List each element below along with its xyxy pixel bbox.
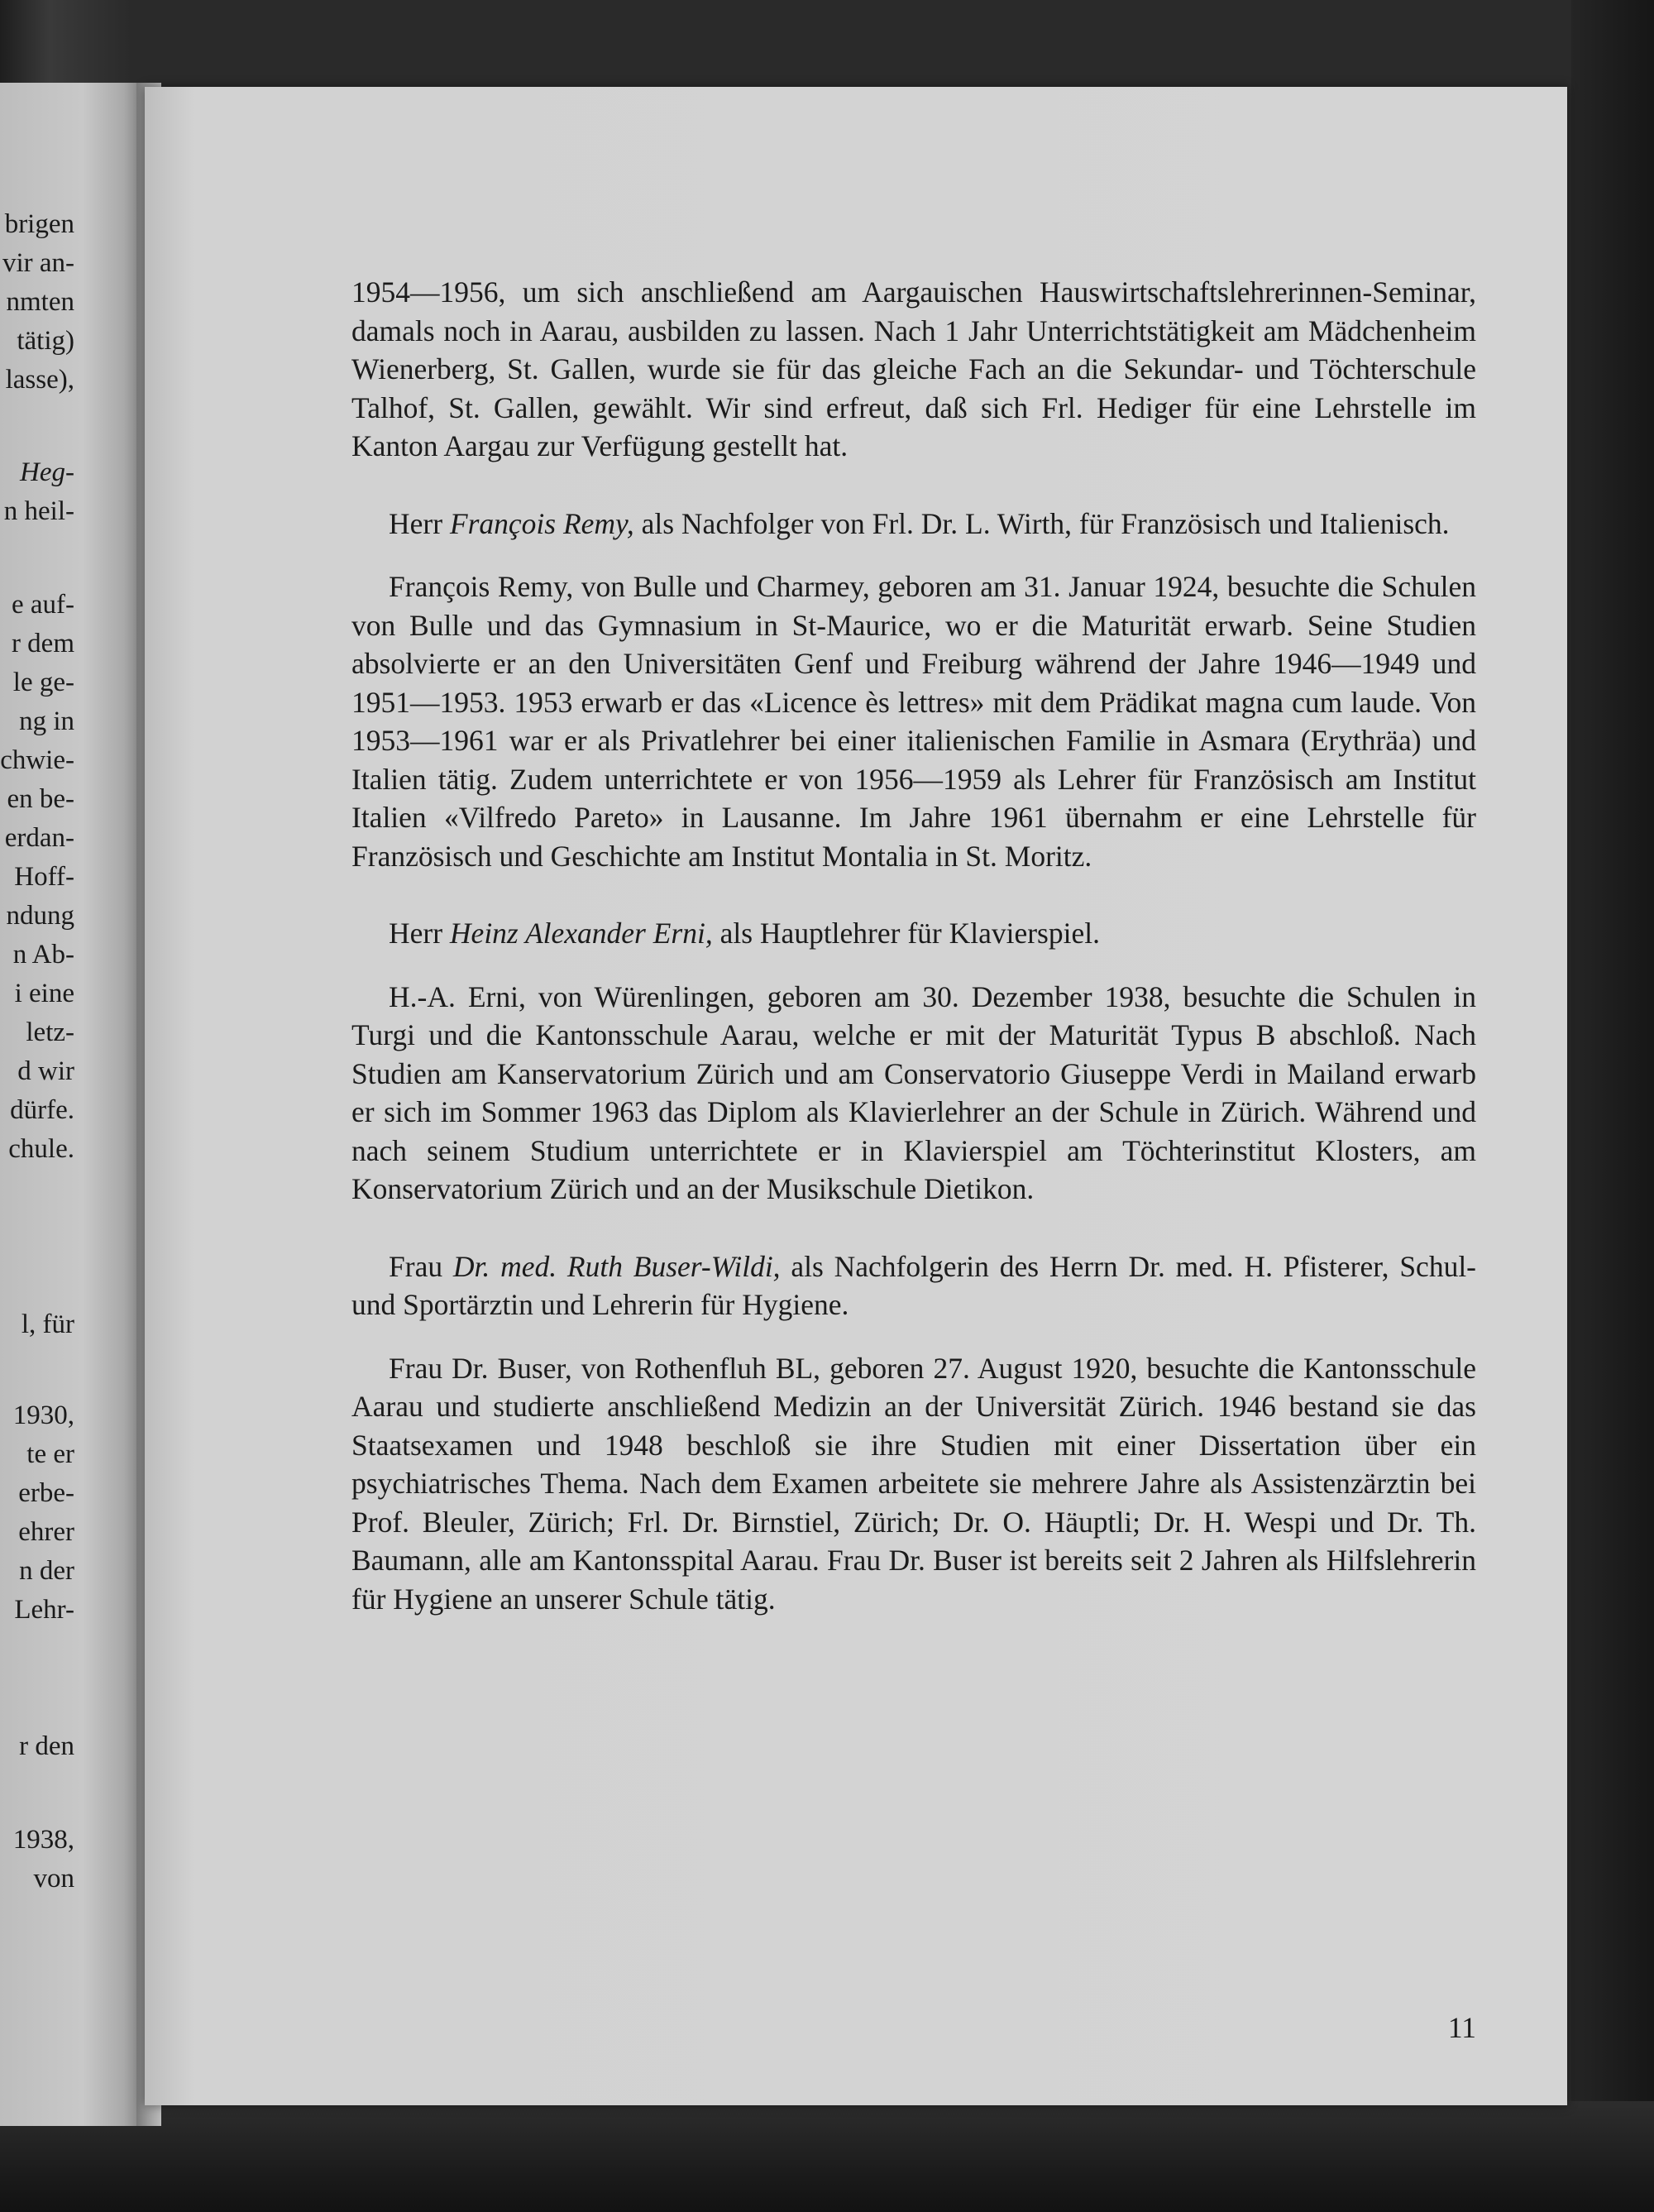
paragraph-buser-intro [351,1247,1476,1324]
facing-page-fragment: n der [19,1556,74,1586]
facing-page-fragment: n heil- [3,496,74,526]
facing-page-fragment: vir an- [2,248,74,278]
facing-page-fragment: te er [26,1439,74,1469]
paragraph-erni-intro [351,914,1476,953]
facing-page-fragment: n Ab- [12,940,74,970]
facing-page-fragment: Hoff- [14,862,74,892]
intro-text: als Hauptlehrer für Klavierspiel. [712,917,1100,950]
facing-page-fragment: tätig) [17,326,74,356]
facing-page-fragment: chwie- [0,745,74,775]
facing-page-fragment: d wir [17,1056,74,1086]
intro-prefix: Frau [389,1249,453,1283]
facing-page-fragment: erdan- [4,823,74,853]
facing-page-fragment: Lehr- [14,1595,74,1625]
teacher-name: François Remy, [449,506,634,540]
scanner-bottom-shadow [0,2101,1654,2212]
facing-page-fragment: le ge- [12,668,74,697]
facing-page-fragment: 1930, [12,1400,74,1430]
main-page [145,87,1567,2105]
facing-page-fragment: r dem [11,629,74,658]
intro-prefix: Herr [389,506,450,540]
facing-page-fragment: dürfe. [10,1095,74,1125]
intro-prefix: Herr [389,917,450,950]
paragraph-hediger-continuation: 1954—1956, um sich anschließend am Aargauischen Hauswirtschaftslehrerinnen-Seminar, damals noch in Aarau, ausbilden zu lassen. Nach 1 Jahr Unterrichtstätigkeit am Mädchenheim Wienerberg, St. Gallen, wurde sie für das gleiche Fach an die Sekundar- und Töchterschule Talhof, St. Gallen, gewählt. Wir sind erfreut, daß sich Frl. Hediger für eine Lehrstelle im Kanton Aargau zur Verfügung gestellt hat. [351,275,1476,462]
facing-page-fragment: Heg- [20,457,74,487]
paragraph-buser-bio: Frau Dr. Buser, von Rothenfluh BL, geboren 27. August 1920, besuchte die Kantonsschule Aarau und studierte anschließend Medizin an der Universität Zürich. 1946 bestand sie das Staatsexamen und 1948 beschloß sie ihre Studien mit einer Dissertation über ein psychiatrisches Thema. Nach dem Examen arbeitete sie mehrere Jahre als Assistenzärztin bei Prof. Bleuler, Zürich; Frl. Dr. Birnstiel, Zürich; Dr. O. Häuptli; Dr. H. Wespi und Dr. Th. Baumann, alle am Kantonsspital Aarau. Frau Dr. Buser ist bereits seit 2 Jahren als Hilfslehrerin für Hygiene an unserer Schule tätig. [351,1351,1476,1616]
facing-page-fragment: ng in [19,706,74,736]
facing-page-fragment: ehrer [18,1517,74,1547]
facing-page-fragment: chule. [8,1134,74,1164]
facing-page-fragment: ndung [6,901,74,931]
facing-page-fragment: i eine [14,979,74,1008]
paragraph-remy-intro [351,505,1476,543]
intro-text: als Nachfolgerin des Herrn Dr. med. H. Pfisterer, Schul- und Sportärztin und Lehrerin für Hygiene. [351,1249,1476,1321]
page-body [351,273,1476,1618]
teacher-name: Heinz Alexander Erni, [449,917,713,950]
teacher-name: Dr. med. Ruth Buser-Wildi, [452,1249,781,1283]
facing-page-fragment: nmten [6,287,74,317]
scanner-edge [1571,0,1654,2212]
facing-page-fragment: erbe- [18,1478,74,1508]
intro-text: als Nachfolger von Frl. Dr. L. Wirth, für Französisch und Italienisch. [633,506,1450,540]
facing-page-fragment: brigen [4,209,74,239]
facing-page-fragment: letz- [26,1017,74,1047]
paragraph-erni-bio: H.-A. Erni, von Würenlingen, geboren am 30. Dezember 1938, besuchte die Schulen in Turgi und die Kantonsschule Aarau, welche er mit der Maturität Typus B abschloß. Nach Studien am Kanservatorium Zürich und am Conservatorio Giuseppe Verdi in Mailand erwarb er sich im Sommer 1963 das Diplom als Klavierlehrer an der Schule in Zürich. Während und nach seinem Studium unterrichtete er in Klavierspiel am Töchterinstitut Klosters, am Konservatorium Zürich und an der Musikschule Dietikon. [351,979,1476,1205]
page-number: 11 [1447,2011,1476,2044]
facing-page-fragment: 1938, [12,1825,74,1855]
facing-page-fragment: en be- [7,784,74,814]
paragraph-remy-bio: François Remy, von Bulle und Charmey, geboren am 31. Januar 1924, besuchte die Schulen von Bulle und das Gymnasium in St-Maurice, wo er die Maturität erwarb. Seine Studien absolvierte er an den Universitäten Genf und Freiburg während der Jahre 1946—1949 und 1951—1953. 1953 erwarb er das «Licence ès lettres» mit dem Prädikat magna cum laude. Von 1953—1961 war er als Privatlehrer bei einer italienischen Familie in Asmara (Erythräa) und Italien tätig. Zudem unterrichtete er von 1956—1959 als Lehrer für Französisch am Institut Italien «Vilfredo Pareto» in Lausanne. Im Jahre 1961 übernahm er eine Lehrstelle für Französisch und Geschichte am Institut Montalia in St. Moritz. [351,570,1476,873]
facing-page-fragment: lasse), [5,365,74,395]
facing-page-fragment: von [33,1864,74,1894]
facing-page-fragment: l, für [21,1309,74,1339]
facing-page [0,83,136,2126]
facing-page-fragment: e auf- [11,590,74,620]
facing-page-fragment: r den [19,1731,74,1761]
